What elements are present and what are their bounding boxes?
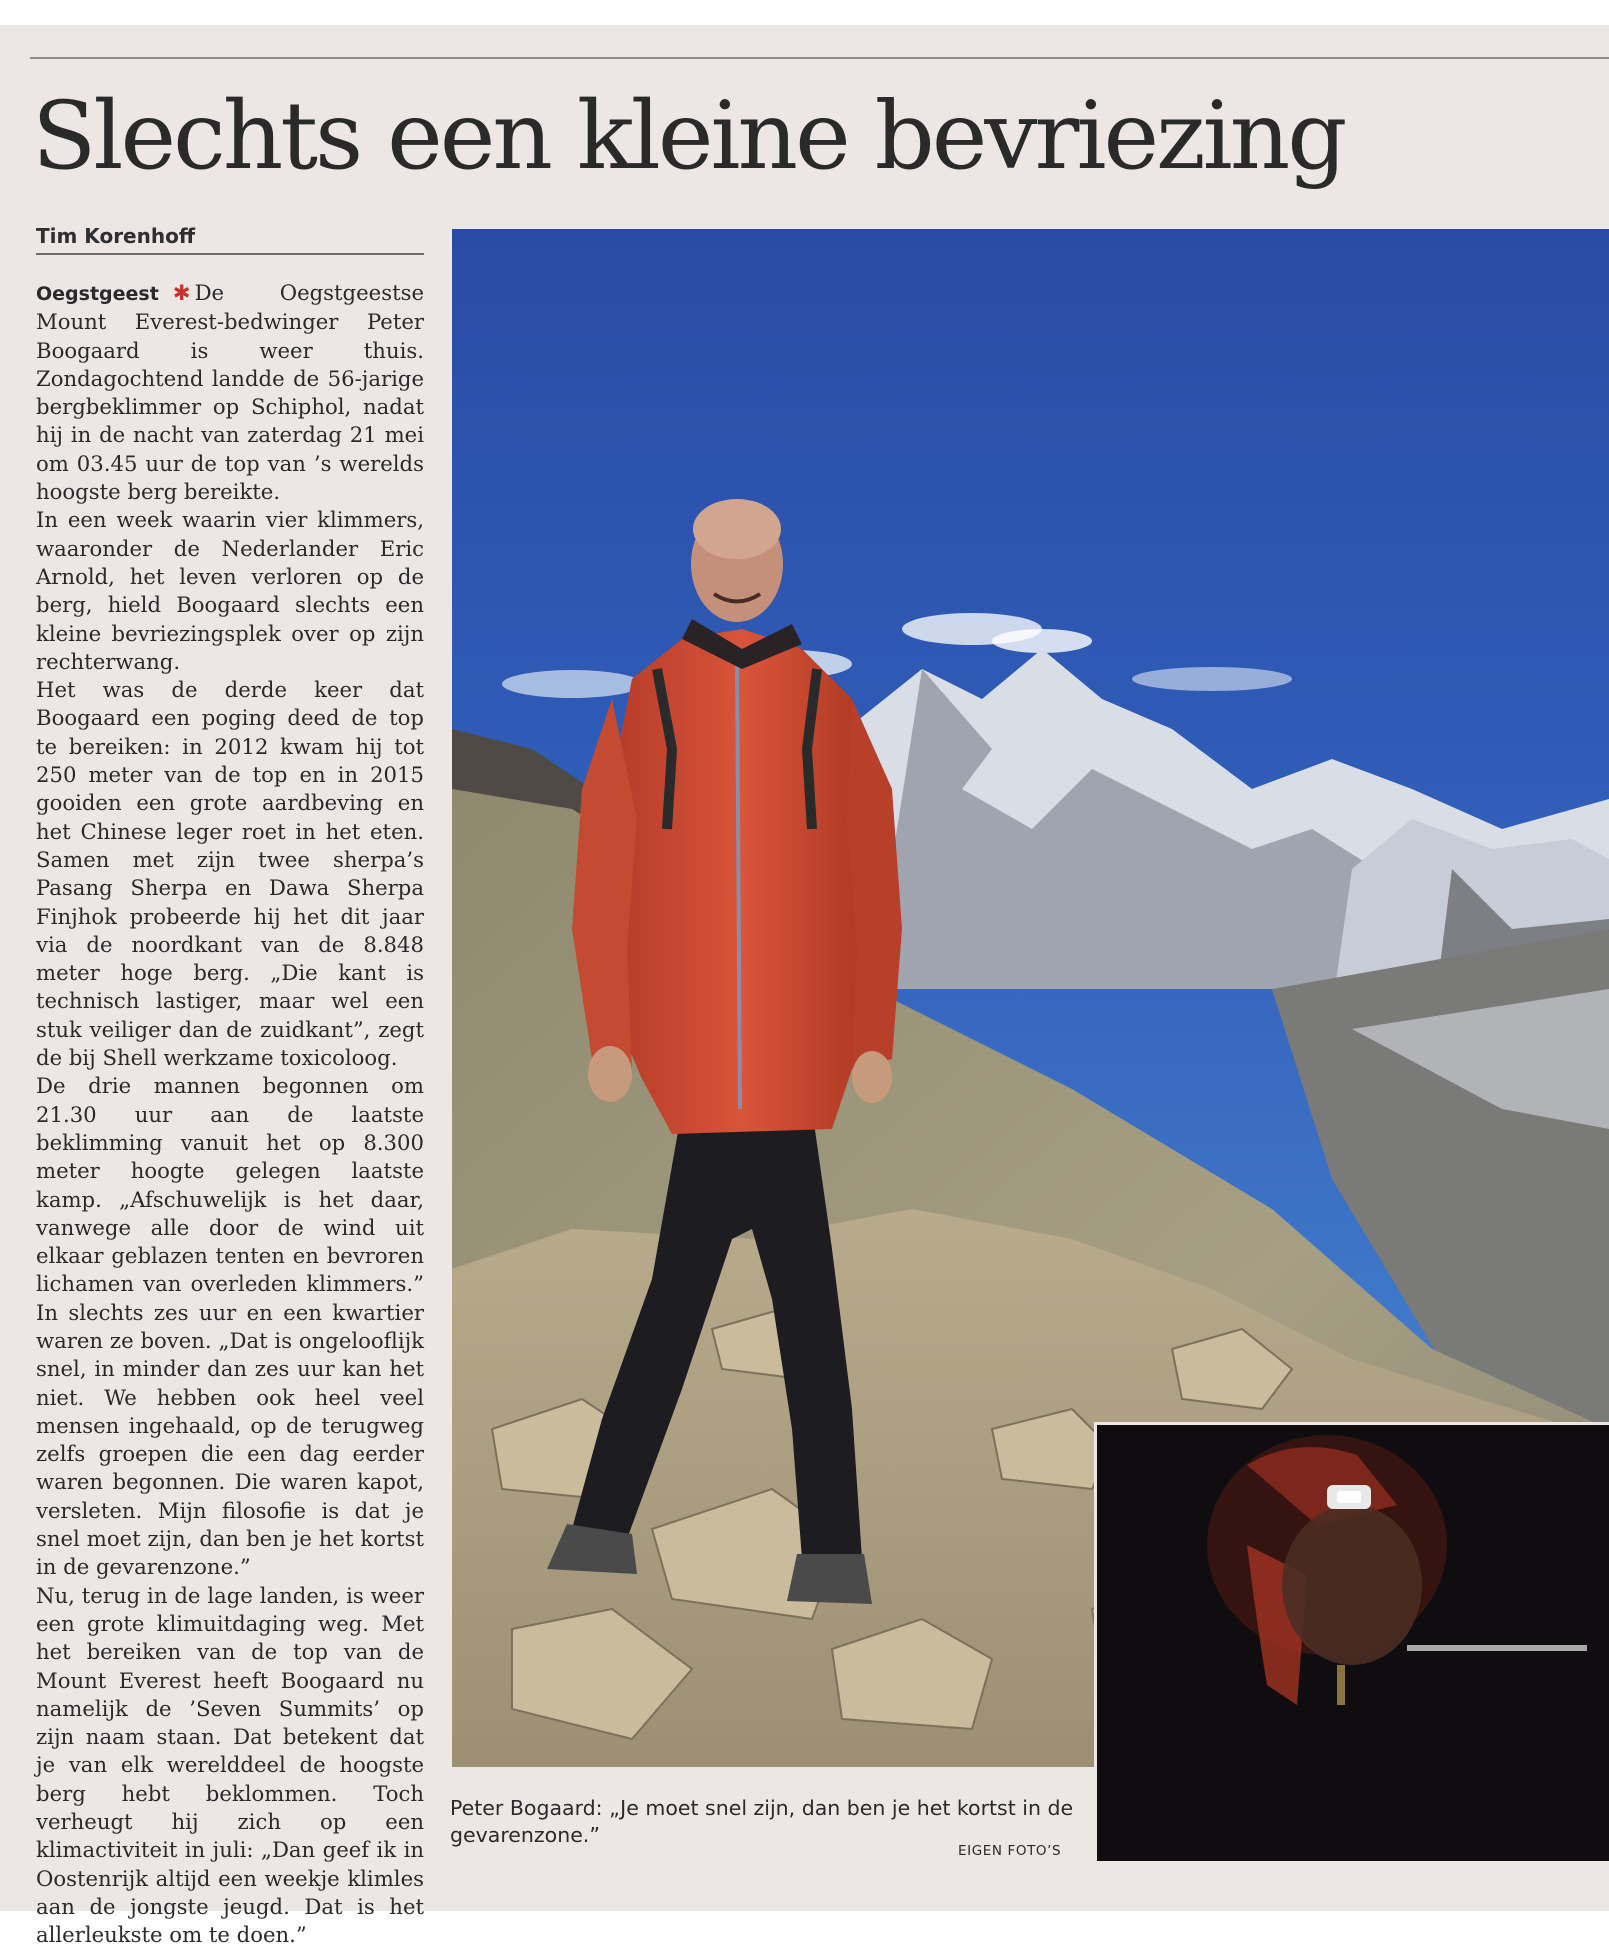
article-paragraph: In een week waarin vier klimmers, waaronder de Nederlander Eric Arnold, het leven verloren op de berg, hield Boogaard slechts een kleine bevriezingsplek over op zijn rechterwang. <box>36 507 424 674</box>
paragraph-text: De Oegstgeestse Mount Everest-bedwinger Peter Boogaard is weer thuis. Zondagochtend landde de 56-jarige bergbeklimmer op Schiphol, nadat hij in de nacht van zaterdag 21 mei om 03.45 uur de top van ’s werelds hoogste berg bereikte. <box>36 280 424 505</box>
article-paragraph <box>36 279 424 506</box>
article-paragraph: Het was de derde keer dat Boogaard een poging deed de top te bereiken: in 2012 kwam hij tot 250 meter van de top en in 2015 gooiden een grote aardbeving en het Chinese leger roet in het eten. Samen met zijn twee sherpa’s Pasang Sherpa en Dawa Sherpa Finjhok probeerde hij het dit jaar via de noordkant van de 8.848 meter hoge berg. „Die kant is technisch lastiger, maar wel een stuk veiliger dan de zuidkant”, zegt de bij Shell werkzame toxicoloog. <box>36 677 424 1071</box>
newspaper-clipping <box>0 25 1609 1948</box>
article-body <box>36 279 424 1950</box>
asterisk-icon: ✱ <box>172 280 191 305</box>
headlamp-photo <box>1097 1425 1609 1861</box>
article-paragraph: De drie mannen begonnen om 21.30 uur aan de laatste beklimming vanuit het op 8.300 meter hoogte gelegen laatste kamp. „Afschuwelijk is het daar, vanwege alle door de wind uit elkaar geblazen tenten en bevroren lichamen van overleden klimmers.” In slechts zes uur en een kwartier waren ze boven. „Dat is ongelooflijk snel, in minder dan zes uur kan het niet. We hebben ook heel veel mensen ingehaald, op de terugweg zelfs groepen die een dag eerder waren begonnen. Die waren kapot, versleten. Mijn filosofie is dat je snel moet zijn, dan ben je het kortst in de gevarenzone.” <box>36 1073 424 1580</box>
headline: Slechts een kleine bevriezing <box>32 82 1345 191</box>
byline-rule <box>36 253 424 255</box>
photo-caption: Peter Bogaard: „Je moet snel zijn, dan ben je het kortst in de gevarenzone.” <box>450 1796 1074 1847</box>
top-rule <box>30 57 1609 59</box>
article-paragraph: Nu, terug in de lage landen, is weer een grote klimuitdaging weg. Met het bereiken van de top van de Mount Everest heeft Boogaard nu namelijk de ’Seven Summits’ op zijn naam staan. Dat betekent dat je van elk werelddeel de hoogste berg hebt beklommen. Toch verheugt hij zich op een klimactiviteit in juli: „Dan geef ik in Oostenrijk altijd een weekje klimles aan de jongste jeugd. Dat is het allerleukste om te doen.” <box>36 1582 424 1948</box>
dateline: Oegstgeest <box>36 283 159 305</box>
byline: Tim Korenhoff <box>36 224 196 248</box>
photo-credit: EIGEN FOTO’S <box>958 1843 1062 1859</box>
